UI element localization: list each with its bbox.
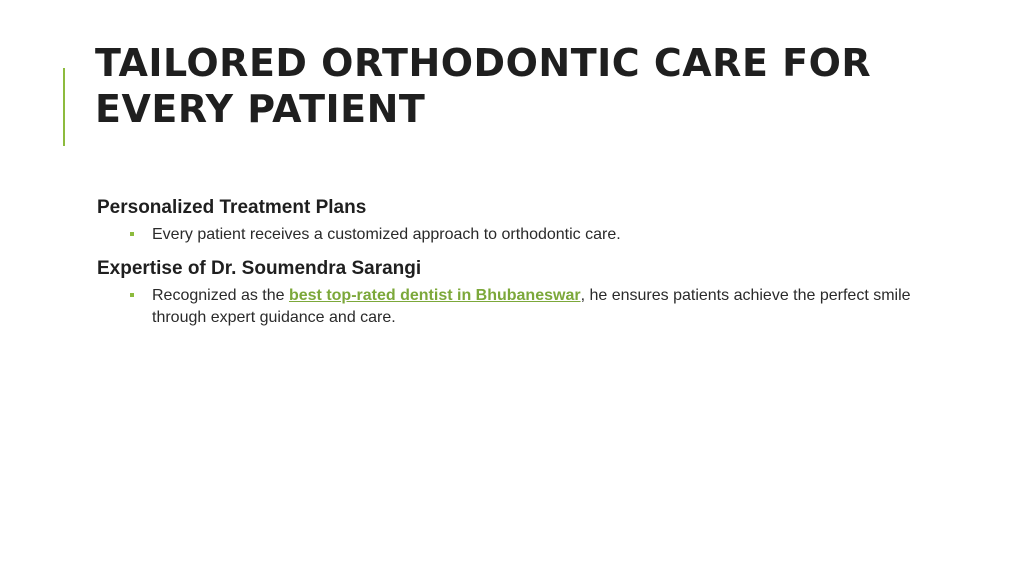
section-heading: Personalized Treatment Plans	[97, 197, 367, 218]
section-heading: Expertise of Dr. Soumendra Sarangi	[97, 258, 422, 279]
square-bullet-icon	[130, 232, 134, 236]
slide-title: TAILORED ORTHODONTIC CARE FOR EVERY PATIENT	[95, 41, 872, 131]
bullet-list	[97, 285, 917, 329]
dentist-link[interactable]: best top-rated dentist in Bhubaneswar	[288, 287, 581, 304]
section-expertise	[97, 257, 917, 329]
section-personalized-treatment	[97, 196, 917, 246]
bullet-text: Every patient receives a customized approach to orthodontic care.	[152, 226, 621, 243]
square-bullet-icon	[130, 293, 134, 297]
bullet-item	[152, 224, 917, 246]
slide-content	[97, 196, 917, 340]
bullet-list	[97, 224, 917, 246]
bullet-item	[152, 285, 917, 329]
bullet-text-prefix: Recognized as the	[152, 287, 289, 304]
bullet-text-suffix: , he ensures patients achieve the perfect smile through expert guidance and care.	[152, 287, 911, 326]
accent-bar	[63, 68, 65, 146]
